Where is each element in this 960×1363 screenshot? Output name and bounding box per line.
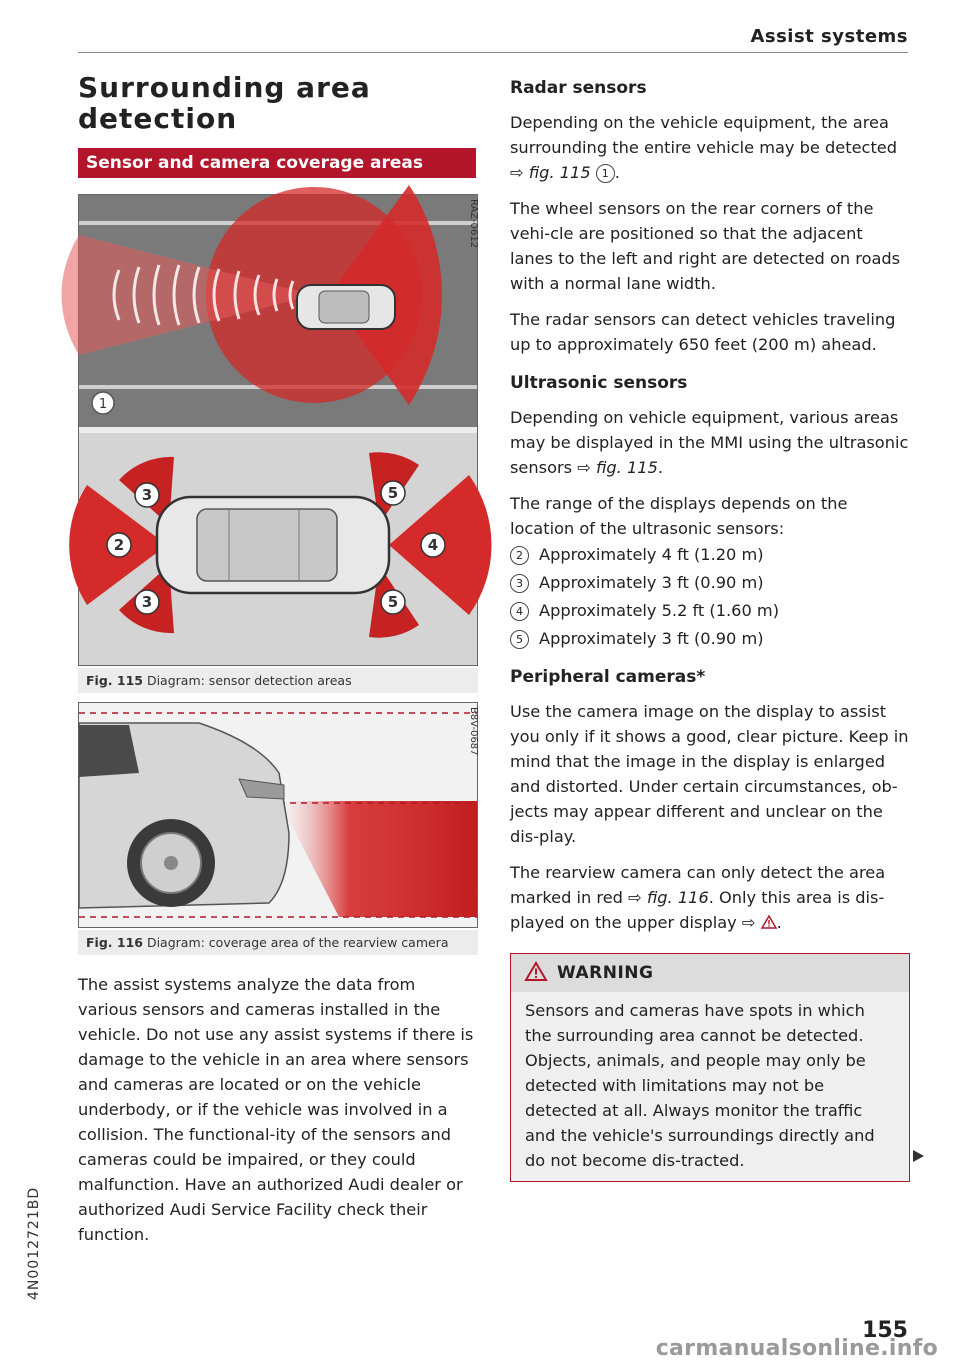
warning-header (511, 954, 909, 992)
section-title-line1: Surrounding area (78, 71, 371, 104)
running-header: Assist systems (750, 26, 908, 47)
ultrasonic-p1 (510, 405, 910, 480)
camera-coverage-area (279, 801, 477, 917)
peripheral-p2-text: The rearview camera can only detect the area marked in red (510, 863, 886, 907)
wheel-hub (164, 856, 178, 870)
continue-arrow-icon (913, 1150, 924, 1162)
label-5a: 5 (387, 484, 399, 502)
list-num: 2 (510, 546, 529, 565)
warning-box (510, 953, 910, 1182)
fig-115-link-2[interactable]: ⇨ fig. 115 (577, 458, 658, 477)
list-num: 5 (510, 630, 529, 649)
ultrasonic-heading: Ultrasonic sensors (510, 373, 688, 393)
radar-p1-circled: 1 (596, 164, 615, 183)
panel-divider (79, 427, 477, 433)
list-text: Approximately 3 ft (0.90 m) (539, 629, 764, 648)
ultrasonic-p1-text: Depending on vehicle equipment, various areas may be displayed in the MMI using the ultrasonic sensors (510, 408, 909, 477)
caption-115-text: Diagram: sensor detection areas (146, 673, 352, 688)
page-number: 155 (862, 1318, 908, 1343)
list-text: Approximately 3 ft (0.90 m) (539, 573, 764, 592)
ultrasonic-p2: The range of the displays depends on the location of the ultrasonic sensors: (510, 494, 848, 538)
car-roof-small (319, 291, 369, 323)
figure-115 (78, 194, 478, 666)
fig-115-link[interactable]: ⇨ fig. 115 (510, 163, 591, 182)
label-2: 2 (113, 536, 125, 554)
label-3b: 3 (141, 593, 153, 611)
warning-triangle-icon (525, 962, 547, 981)
peripheral-p1: Use the camera image on the display to assist you only if it shows a good, clear picture. Keep in mind that the image in the display is enlarged and distorted. Under certain circumstances, ob-jects may appear different and unclear on the dis-play. (510, 702, 909, 846)
label-5b: 5 (387, 593, 399, 611)
section-title-line2: detection (78, 102, 238, 135)
caption-116-text: Diagram: coverage area of the rearview camera (146, 935, 449, 950)
radar-p1-end: . (614, 163, 620, 182)
peripheral-p2-text-b: . Only this area is dis-played on the upper display ⇨ (510, 888, 885, 932)
list-text: Approximately 4 ft (1.20 m) (539, 545, 764, 564)
warning-title: WARNING (557, 963, 654, 983)
list-item (510, 597, 910, 625)
subheading-bar: Sensor and camera coverage areas (78, 148, 476, 178)
label-3a: 3 (141, 486, 153, 504)
section-header (78, 72, 478, 178)
label-4: 4 (427, 536, 439, 554)
range-list (510, 541, 910, 653)
rearview-diagram (79, 703, 477, 927)
list-text: Approximately 5.2 ft (1.60 m) (539, 601, 780, 620)
list-num: 3 (510, 574, 529, 593)
figure-code-115: RAZ-0612 (468, 199, 479, 249)
list-item (510, 569, 910, 597)
list-item (510, 625, 910, 653)
left-body-text: The assist systems analyze the data from various sensors and cameras installed in the vehicle. Do not use any assist systems if there is damage to the vehicle in an area where sensors and cameras are located or on the vehicle underbody, or if the vehicle was involved in a collision. The functional-ity of the sensors and cameras could be impaired, or they could malfunction. Have an authorized Audi dealer or authorized Audi Service Facility check their function. (78, 975, 474, 1244)
caption-116 (78, 930, 478, 955)
sensor-diagram (79, 195, 477, 665)
radar-p3: The radar sensors can detect vehicles traveling up to approximately 650 feet (200 m) ahead. (510, 310, 896, 354)
caption-116-num: Fig. 116 (86, 935, 143, 950)
car-window (79, 725, 139, 777)
warning-ref-icon[interactable] (761, 915, 777, 929)
radar-heading: Radar sensors (510, 78, 647, 98)
caption-115 (78, 668, 478, 693)
list-num: 4 (510, 602, 529, 621)
label-1: 1 (98, 397, 108, 412)
fig-116-link[interactable]: ⇨ fig. 116 (628, 888, 709, 907)
car-roof-large (197, 509, 337, 581)
peripheral-p2 (510, 860, 910, 935)
peripheral-p2-end: . (776, 913, 782, 932)
list-item (510, 541, 910, 569)
header-rule (78, 52, 908, 53)
document-code: 4N0012721BD (26, 1186, 42, 1300)
warning-text: Sensors and cameras have spots in which the surrounding area cannot be detected. Objects, animals, and people may only be detected with limitations may not be detected at all. Always monitor the traffic and the vehicle's surroundings directly and do not become dis-tracted. (511, 992, 909, 1181)
radar-p1-text: Depending on the vehicle equipment, the area surrounding the entire vehicle may be detected (510, 113, 898, 157)
figure-code-116: B8V-0687 (468, 707, 479, 756)
right-column (510, 76, 910, 935)
section-title (78, 72, 478, 134)
radar-p2: The wheel sensors on the rear corners of the vehi-cle are positioned so that the adjacent lanes to the left and right are detected on roads with a normal lane width. (510, 199, 901, 293)
radar-p1 (510, 110, 910, 185)
ultrasonic-p1-end: . (657, 458, 664, 477)
figure-116 (78, 702, 478, 928)
caption-115-num: Fig. 115 (86, 673, 143, 688)
watermark: carmanualsonline.info (655, 1336, 938, 1361)
peripheral-heading: Peripheral cameras* (510, 667, 706, 687)
